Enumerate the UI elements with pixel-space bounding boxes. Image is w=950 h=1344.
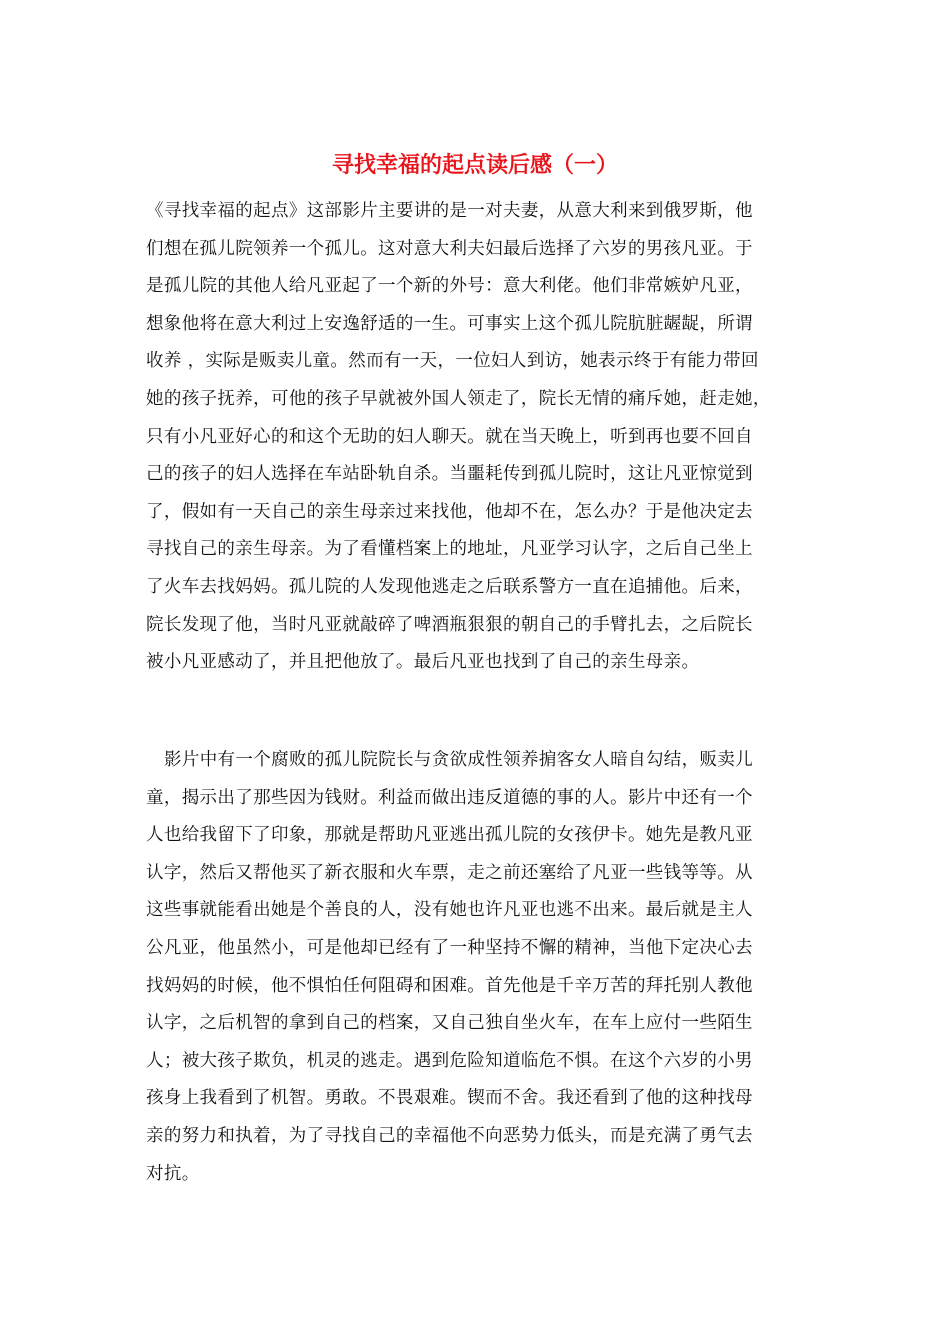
text-line: 她的孩子抚养，可他的孩子早就被外国人领走了，院长无情的痛斥她，赶走她， (146, 388, 771, 409)
document-title: 寻找幸福的起点读后感（一） (331, 152, 618, 178)
text-line: 院长发现了他，当时凡亚就敲碎了啤酒瓶狠狠的朝自己的手臂扎去，之后院长 (146, 614, 753, 635)
text-line: 公凡亚，他虽然小，可是他却已经有了一种坚持不懈的精神，当他下定决心去 (146, 937, 753, 958)
text-line: 亲的努力和执着，为了寻找自己的幸福他不向恶势力低头，而是充满了勇气去 (146, 1125, 753, 1146)
text-line: 寻找自己的亲生母亲。为了看懂档案上的地址，凡亚学习认字，之后自己坐上 (146, 539, 753, 560)
text-line: 被小凡亚感动了，并且把他放了。最后凡亚也找到了自己的亲生母亲。 (146, 652, 700, 673)
text-line: 影片中有一个腐败的孤儿院院长与贪欲成性领养掮客女人暗自勾结，贩卖儿 (164, 750, 754, 770)
text-line: 《寻找幸福的起点》这部影片主要讲的是一对夫妻，从意大利来到俄罗斯，他 (146, 201, 753, 221)
text-line: 人；被大孩子欺负，机灵的逃走。遇到危险知道临危不惧。在这个六岁的小男 (146, 1050, 753, 1071)
paragraph-2 (146, 742, 816, 1193)
text-line: 们想在孤儿院领养一个孤儿。这对意大利夫妇最后选择了六岁的男孩凡亚。于 (146, 238, 753, 259)
paragraph-1 (146, 193, 816, 682)
text-line: 认字，然后又帮他买了新衣服和火车票，走之前还塞给了凡亚一些钱等等。从 (146, 862, 753, 883)
text-line: 想象他将在意大利过上安逸舒适的一生。可事实上这个孤儿院肮脏龌龊，所谓 (146, 313, 753, 334)
text-line: 是孤儿院的其他人给凡亚起了一个新的外号：意大利佬。他们非常嫉妒凡亚， (146, 276, 753, 297)
text-line: 对抗。 (146, 1163, 200, 1184)
text-line: 了，假如有一天自己的亲生母亲过来找他，他却不在，怎么办？于是他决定去 (146, 501, 753, 522)
text-line: 认字，之后机智的拿到自己的档案，又自己独自坐火车，在车上应付一些陌生 (146, 1013, 753, 1034)
text-line: 了火车去找妈妈。孤儿院的人发现他逃走之后联系警方一直在追捕他。后来， (146, 576, 753, 597)
text-line: 人也给我留下了印象，那就是帮助凡亚逃出孤儿院的女孩伊卡。她先是教凡亚 (146, 825, 753, 846)
text-line: 己的孩子的妇人选择在车站卧轨自杀。当噩耗传到孤儿院时，这让凡亚惊觉到 (146, 464, 753, 485)
text-line: 收养 ，实际是贩卖儿童。然而有一天，一位妇人到访，她表示终于有能力带回 (146, 351, 759, 372)
text-line: 孩身上我看到了机智。勇敢。不畏艰难。锲而不舍。我还看到了他的这种找母 (146, 1088, 753, 1109)
text-line: 这些事就能看出她是个善良的人，没有她也许凡亚也逃不出来。最后就是主人 (146, 900, 753, 921)
text-line: 找妈妈的时候，他不惧怕任何阻碍和困难。首先他是千辛万苦的拜托别人教他 (146, 975, 753, 996)
text-line: 童，揭示出了那些因为钱财。利益而做出违反道德的事的人。影片中还有一个 (146, 787, 753, 808)
text-line: 只有小凡亚好心的和这个无助的妇人聊天。就在当天晚上，听到再也要不回自 (146, 426, 753, 447)
